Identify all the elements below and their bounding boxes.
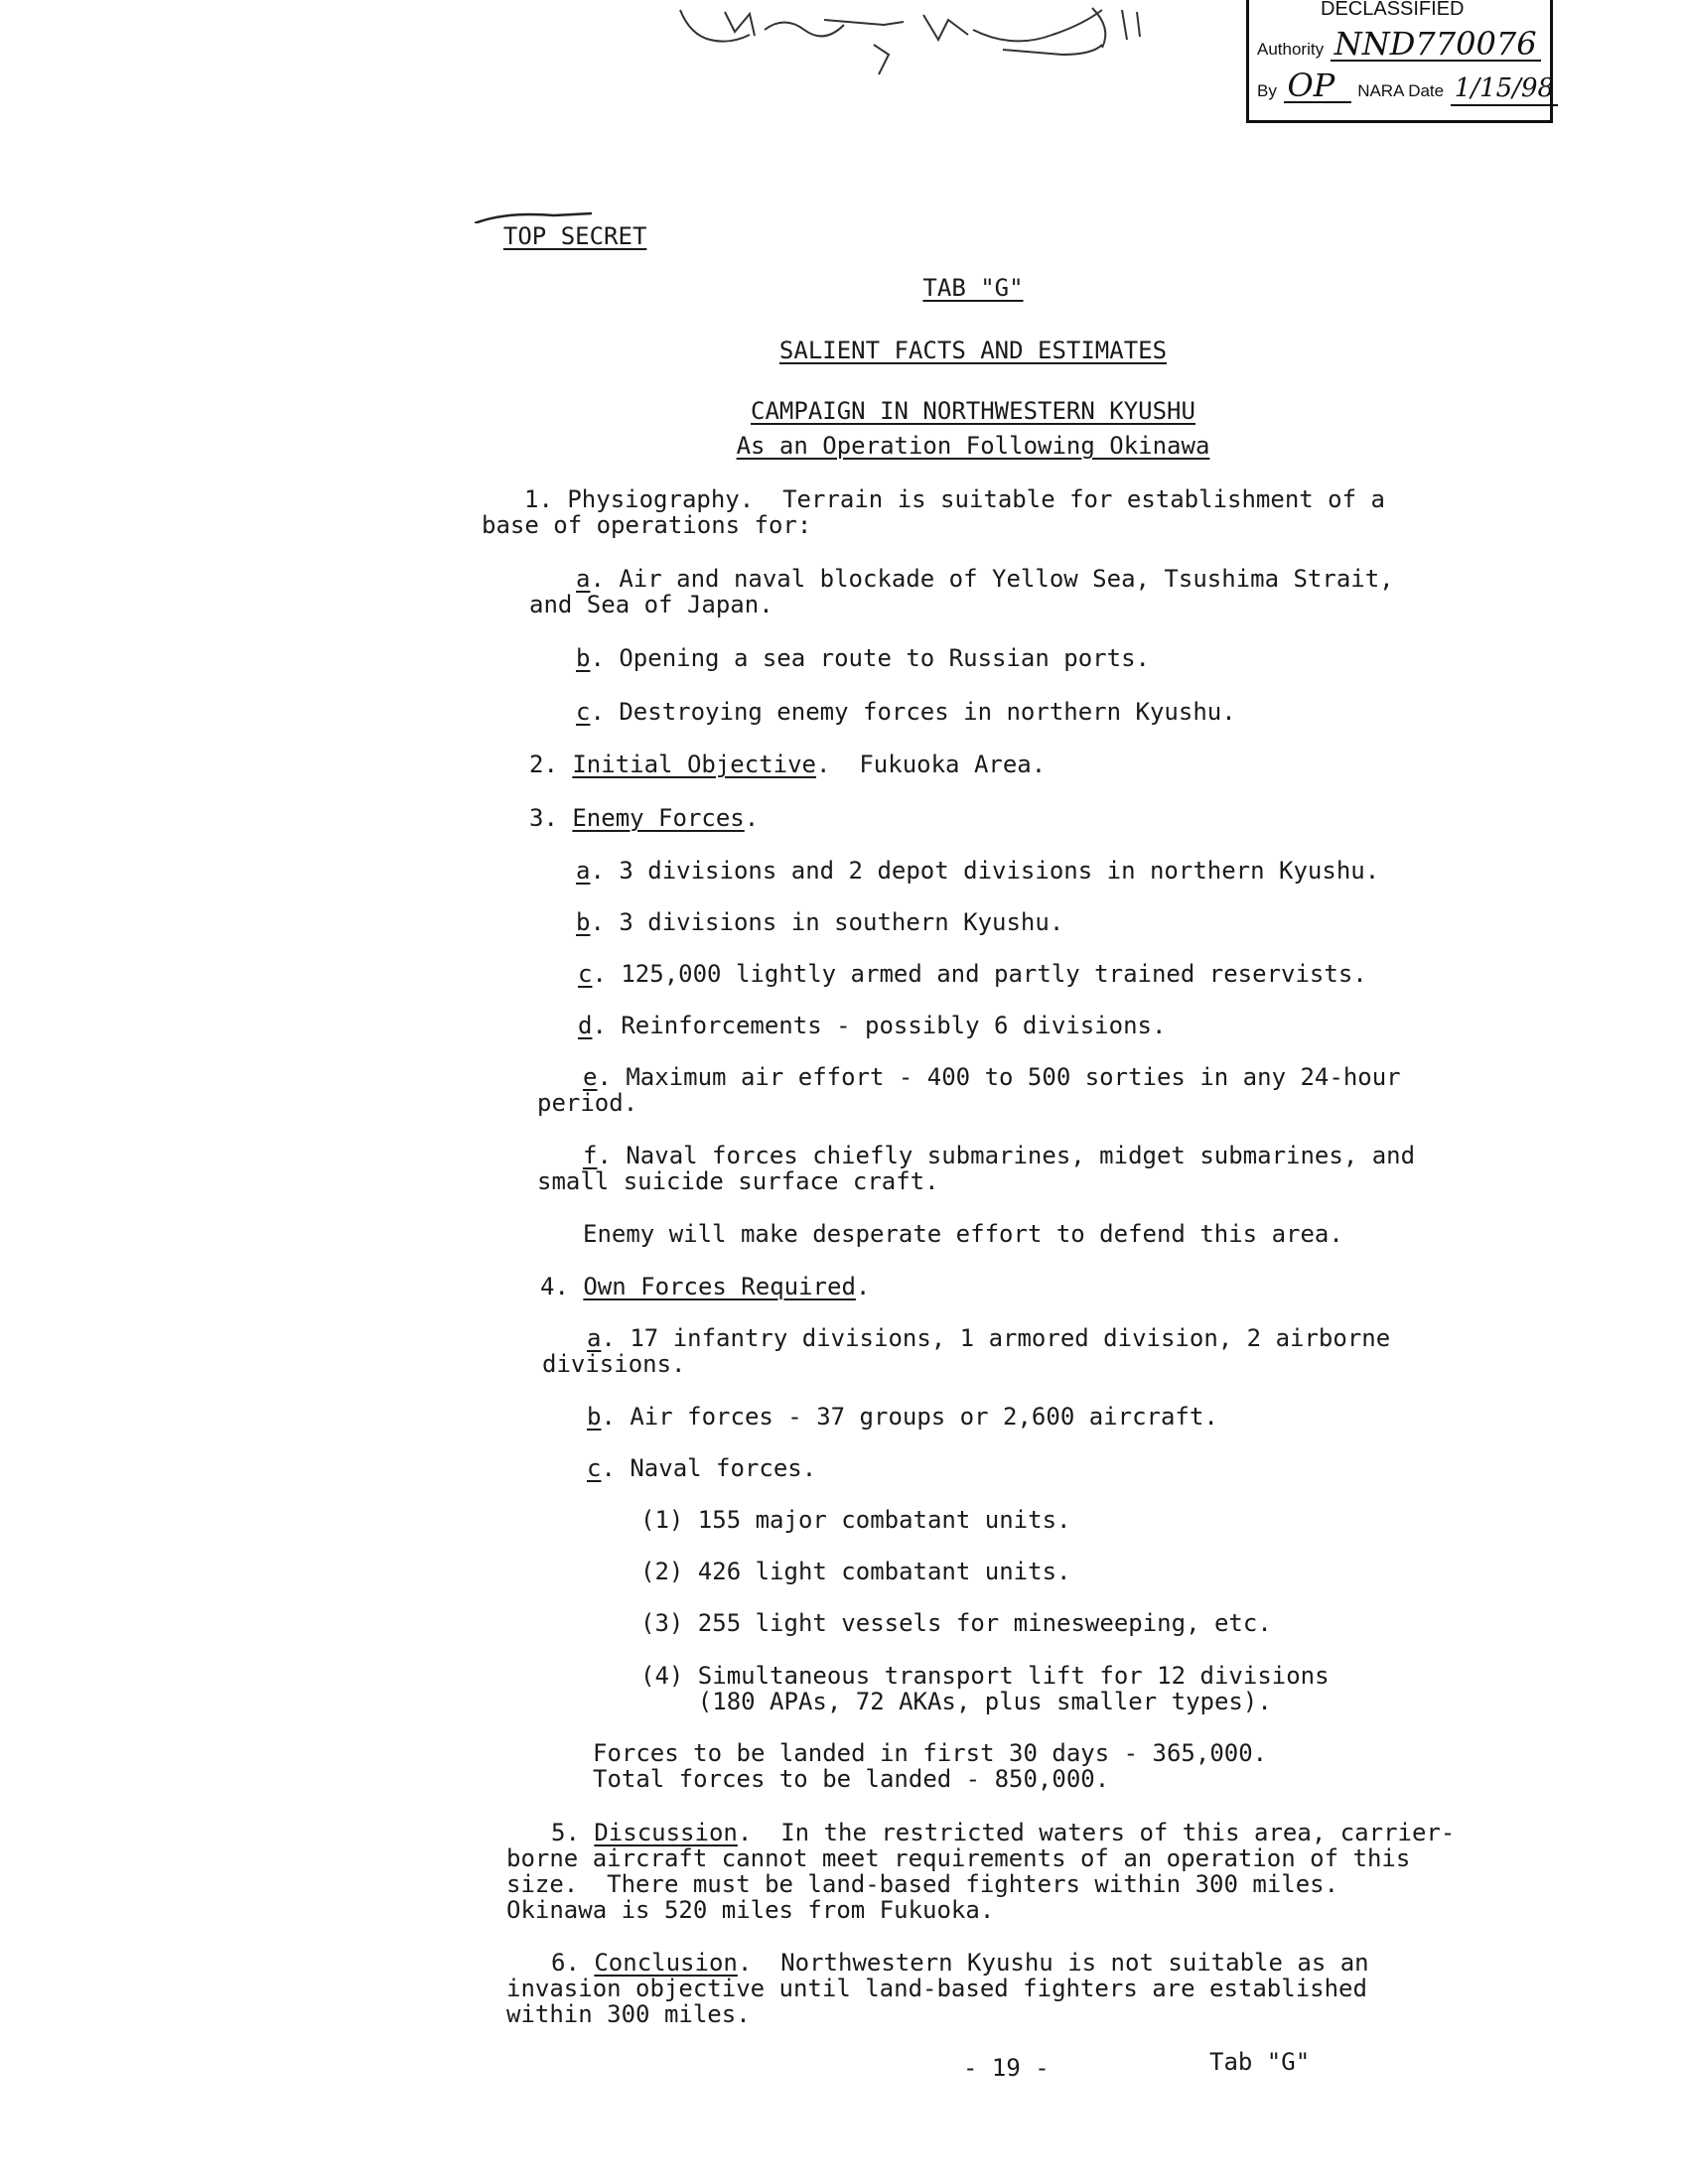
section-3-item-e-line-2: period.: [537, 1089, 638, 1117]
section-1-item-b: b. Opening a sea route to Russian ports.: [576, 644, 1150, 672]
section-4-item-b: b. Air forces - 37 groups or 2,600 aircraft.: [587, 1403, 1218, 1431]
tab-heading: TAB "G": [922, 274, 1024, 302]
section-3-item-d: d. Reinforcements - possibly 6 divisions.: [578, 1012, 1167, 1039]
stamp-by-value: OP: [1284, 69, 1351, 103]
section-3-item-f-line-2: small suicide surface craft.: [537, 1167, 939, 1195]
section-5-line-3: size. There must be land-based fighters within 300 miles.: [506, 1870, 1339, 1898]
stamp-by-label: By: [1257, 81, 1277, 100]
stamp-authority-label: Authority: [1257, 40, 1325, 59]
section-4-item-a: a. 17 infantry divisions, 1 armored division, 2 airborne: [587, 1324, 1391, 1352]
document-title: SALIENT FACTS AND ESTIMATES: [778, 337, 1168, 364]
section-4-naval-4: (4) Simultaneous transport lift for 12 divisions: [640, 1662, 1330, 1690]
section-4-forces-first-30-days: Forces to be landed in first 30 days - 365,000.: [593, 1739, 1268, 1767]
document-subtitle-2: As an Operation Following Okinawa: [736, 432, 1210, 460]
classification-strike-mark: [475, 207, 633, 223]
section-4-total-forces: Total forces to be landed - 850,000.: [593, 1765, 1110, 1793]
page-number: - 19 -: [963, 2054, 1050, 2082]
stamp-nara-value: 1/15/98: [1451, 72, 1558, 106]
section-4-naval-3: (3) 255 light vessels for minesweeping, etc.: [640, 1609, 1272, 1637]
section-5-line-2: borne aircraft cannot meet requirements of an operation of this: [506, 1844, 1411, 1872]
section-4-naval-4-line-2: (180 APAs, 72 AKAs, plus smaller types).: [640, 1688, 1272, 1715]
section-3-note: Enemy will make desperate effort to defend this area.: [583, 1220, 1343, 1248]
footer-tab-label: Tab "G": [1209, 2048, 1311, 2076]
section-5-line-4: Okinawa is 520 miles from Fukuoka.: [506, 1896, 995, 1924]
stamp-nara-label: NARA Date: [1357, 81, 1445, 100]
section-4-naval-2: (2) 426 light combatant units.: [640, 1558, 1071, 1585]
section-2: 2. Initial Objective. Fukuoka Area.: [529, 751, 1047, 778]
section-3-item-b: b. 3 divisions in southern Kyushu.: [576, 908, 1064, 936]
section-3-item-e: e. Maximum air effort - 400 to 500 sorties in any 24-hour: [583, 1063, 1401, 1091]
section-3-item-a: a. 3 divisions and 2 depot divisions in northern Kyushu.: [576, 857, 1380, 885]
section-4-item-c: c. Naval forces.: [587, 1454, 817, 1482]
document-subtitle-1: CAMPAIGN IN NORTHWESTERN KYUSHU: [751, 397, 1195, 425]
section-1-item-a: a. Air and naval blockade of Yellow Sea, Tsushima Strait,: [576, 565, 1394, 593]
section-6-line-2: invasion objective until land-based fighters are established: [506, 1975, 1367, 2002]
section-4-item-a-line-2: divisions.: [542, 1350, 686, 1378]
stamp-authority-value: NND770076: [1331, 28, 1541, 62]
stamp-declassified-label: DECLASSIFIED: [1321, 0, 1465, 20]
section-1: 1. Physiography. Terrain is suitable for establishment of a: [524, 485, 1385, 513]
section-6: 6. Conclusion. Northwestern Kyushu is not suitable as an: [551, 1949, 1369, 1977]
section-3: 3. Enemy Forces.: [529, 804, 760, 832]
section-5: 5. Discussion. In the restricted waters of this area, carrier-: [551, 1819, 1456, 1846]
section-4: 4. Own Forces Required.: [540, 1273, 871, 1300]
section-3-item-c: c. 125,000 lightly armed and partly trained reservists.: [578, 960, 1367, 988]
section-3-item-f: f. Naval forces chiefly submarines, midget submarines, and: [583, 1142, 1416, 1169]
section-6-line-3: within 300 miles.: [506, 2000, 751, 2028]
section-1-item-c: c. Destroying enemy forces in northern Kyushu.: [576, 698, 1236, 726]
handwritten-scribble: [675, 0, 1231, 79]
declassified-stamp: [1246, 0, 1553, 123]
section-1-line-2: base of operations for:: [482, 511, 812, 539]
classification-marking: TOP SECRET: [502, 222, 647, 250]
section-1-item-a-line-2: and Sea of Japan.: [529, 591, 773, 618]
section-4-naval-1: (1) 155 major combatant units.: [640, 1506, 1071, 1534]
